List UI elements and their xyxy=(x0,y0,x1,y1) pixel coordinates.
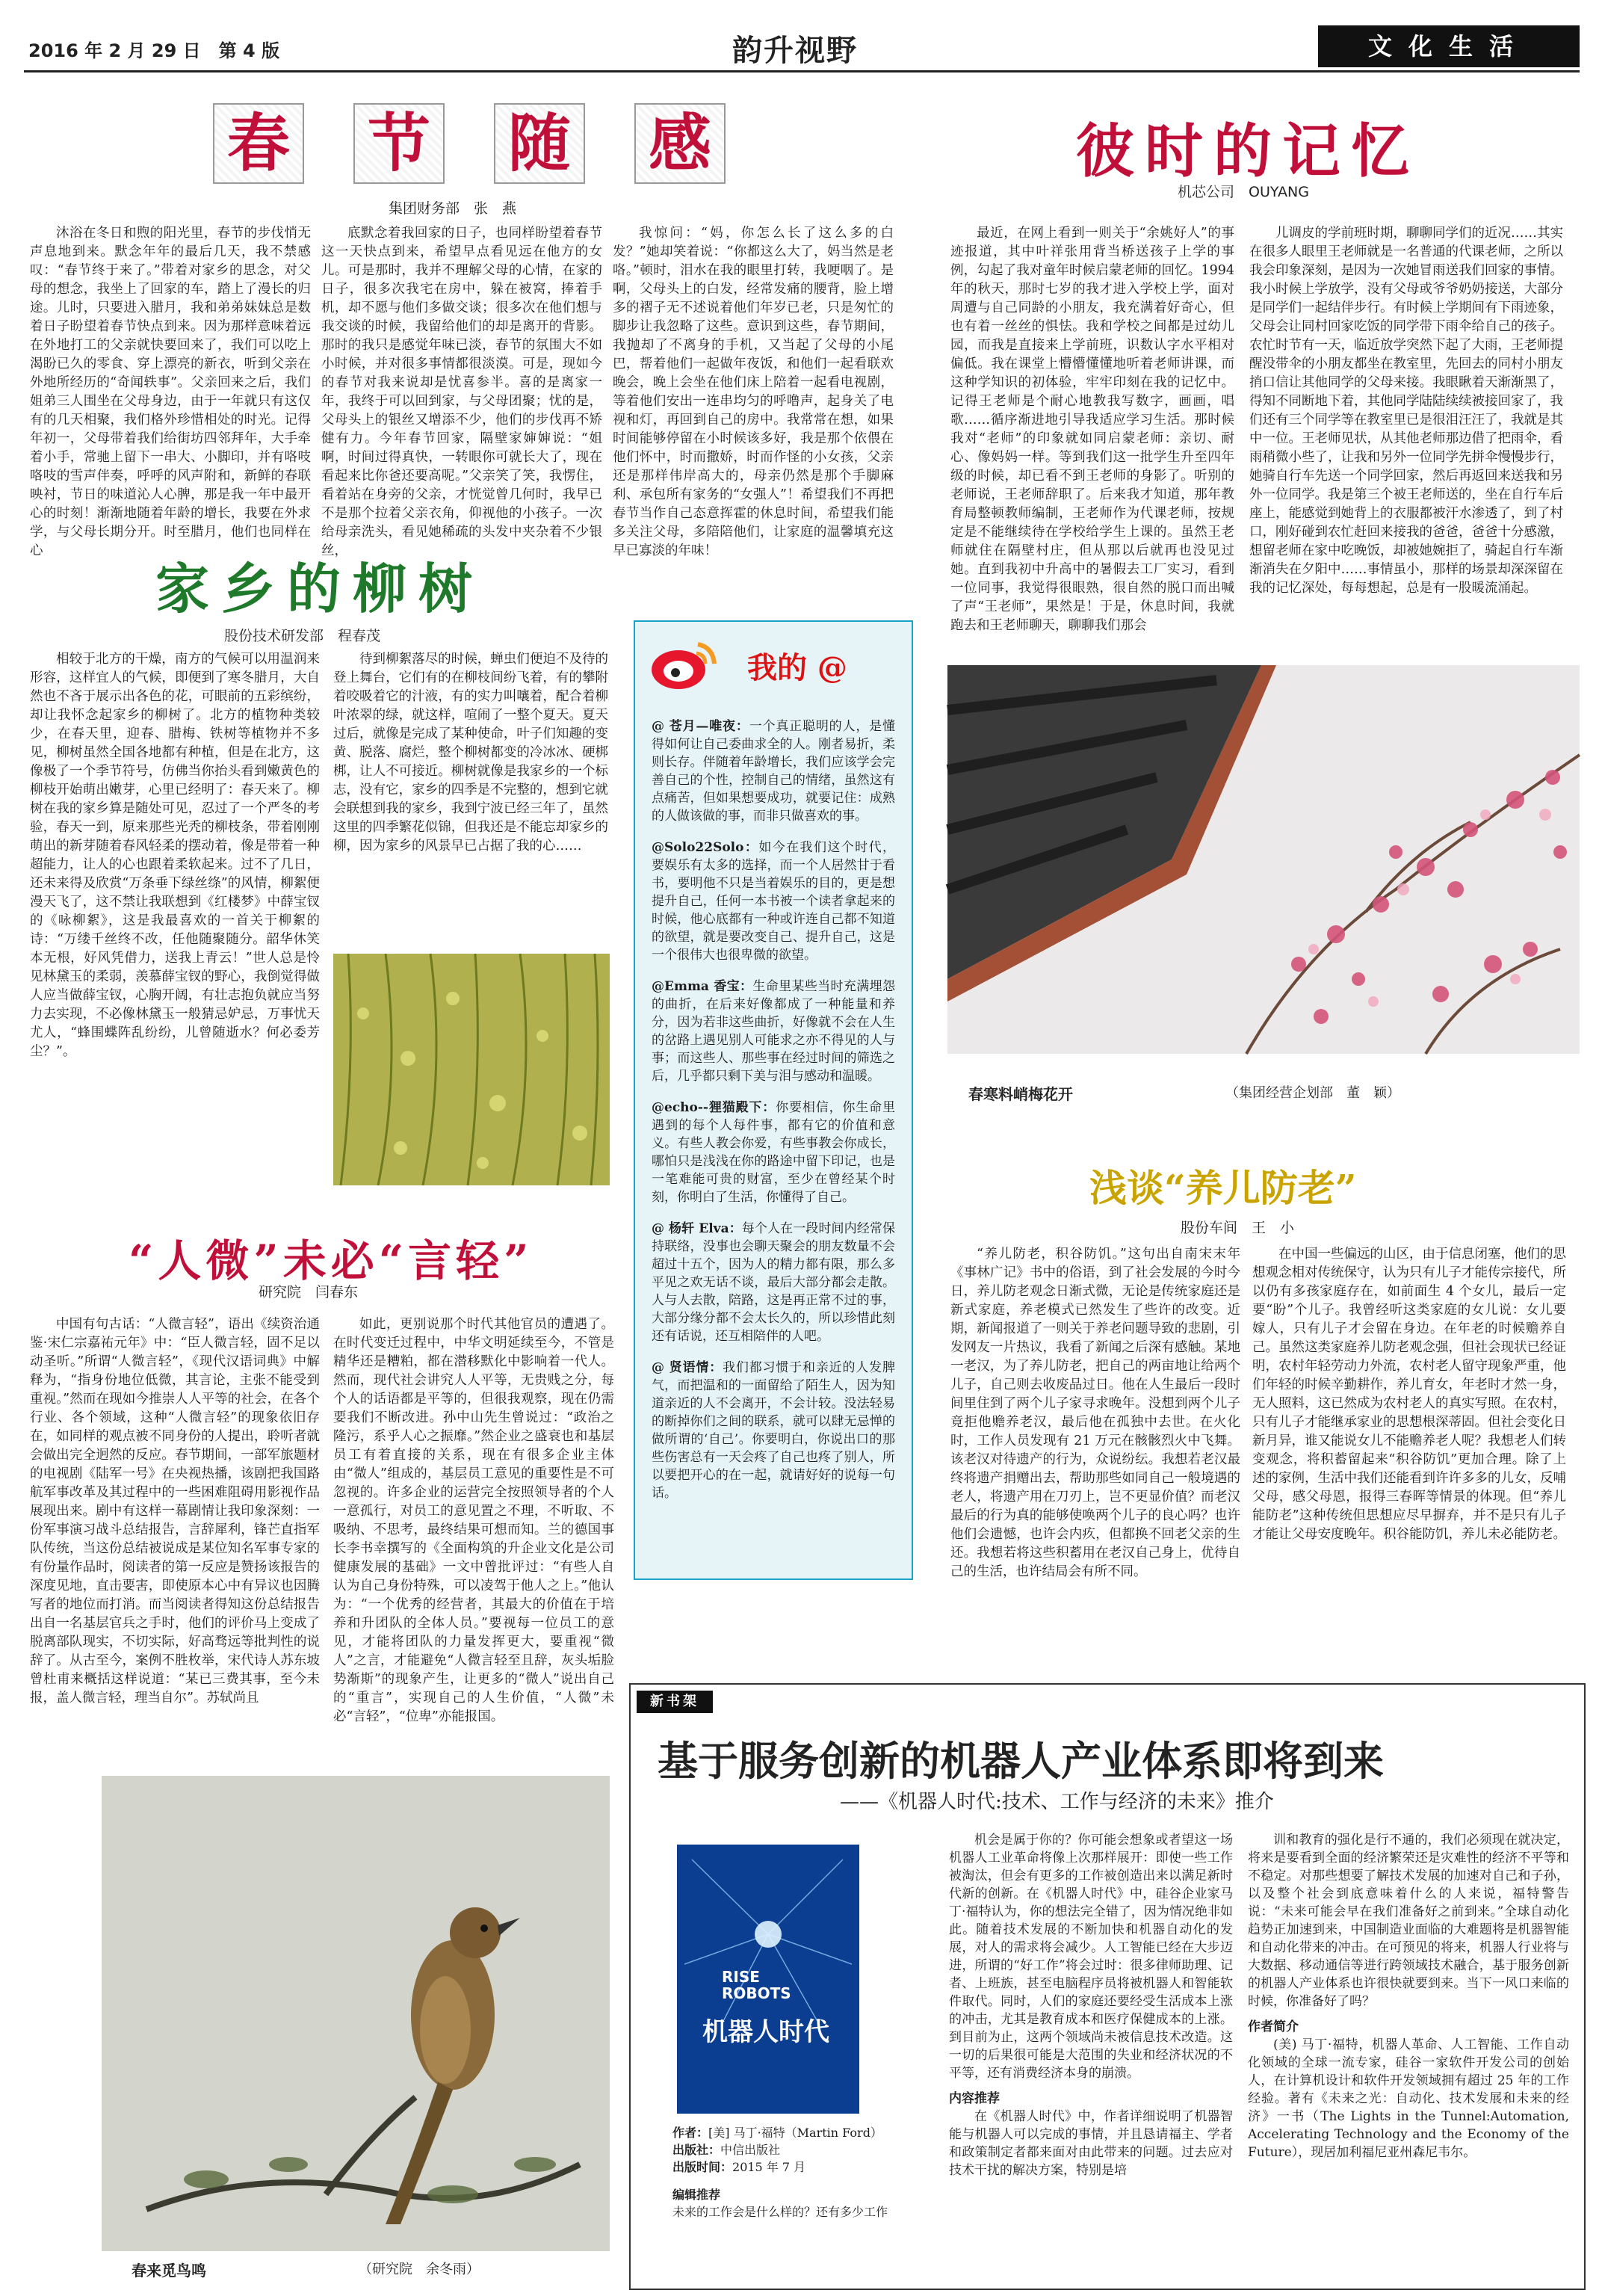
spring-col3: 我惊问：“妈，你怎么长了这么多的白发？”她却笑着说：“你都这么大了，妈当然是老咯。”顿时，泪水在我的眼里打转，我哽咽了。是啊，父母头上的白发，经常发痛的腰背，脸上增多的褶子无不述说着他们年岁已老，只是匆忙的脚步让我忽略了这些。意识到这些，春节期间，我抛却了不离身的手机，又当起了父母的小尾巴，帮着他们一起做年夜饭，和他们一起看联欢晚会，晚上会坐在他们床上陪着一起看电视剧，等着他们安出一连串均匀的呼噜声，起身关了电视和灯，再回到自己的房中。我常常在想，如果时间能够停留在小时候该多好，我是那个依偎在他们怀中，时而撒娇，时而作怪的小女孩，父亲还是那样伟岸高大的，母亲仍然是那个手脚麻利、承包所有家务的“女强人”！希望我们不再把春节当作自己态意挥霍的休息时间，希望我们能多关注父母，多陪陪他们，让家庭的温馨填充这早已寡淡的年味！ xyxy=(613,226,894,558)
spring-col1: 沐浴在冬日和煦的阳光里，春节的步伐悄无声息地到来。默念年年的最后几天，我不禁感叹：“春节终于来了。”带着对家乡的思念，对父母的想念，我坐上了回家的车，踏上了漫长的归途。儿时，只要进入腊月，我和弟弟妹妹总是数着日子盼望着春节快点到来。因为那样意味着远在外地打工的父亲就快要回来了，我们可以吃上渴盼已久的零食、穿上漂亮的新衣，听到父亲在外地所经历的“奇闻轶事”。父亲回来之后，我们姐弟三人围坐在父母身边，由于一年就只有这仅有的几天相聚，我们格外珍惜相处的时光。记得年初一，父母带着我们给街坊四邻拜年，大手牵着小手，常驰上留下一串大、小脚印，并有咯吱咯吱的雪声伴奏，呼呼的风声附和，新鲜的春联映衬，节日的味道沁人心脾，那是我一年中最开心的时刻！渐渐地随着年龄的增长，我要在外求学，与父母长期分开。时至腊月，他们也同样在心 xyxy=(30,226,311,558)
spring-title xyxy=(188,99,750,188)
weibo-post: @ 杨轩 Elva：每个人在一段时间内经常保持联络，没事也会聊天聚会的朋友数量不会超过十五个，因为人的精力都有限，那么多平见之欢无话不谈，最后大部分都会走散。人与人去散，陪路，这是再正常不过的事，大部分缘分都不会太长久的，所以珍惜此刻还有话说，还互相陪伴的人吧。 xyxy=(652,1221,895,1344)
yanger-title: 浅谈“养儿防老” xyxy=(1089,1166,1357,1210)
hometown-col1: 相较于北方的干燥，南方的气候可以用温润来形容，这样宜人的气候，即便到了寒冬腊月，大自然也不吝于展示出各色的花，可眼前的五彩缤纷，却让我怀念起家乡的柳树了。北方的植物种类较少，在春天里，迎春、腊梅、铁树等植物并不多见，柳树虽然全国各地都有种植，但是在北方，这像极了一个季节符号，仿佛当你抬头看到嫩黄色的柳枝开始萌出嫩芽，心里已经明了：春天来了。柳树在我的家乡算是随处可见，忍过了一个严冬的考验，春天一到，原来那些光秃的柳枝条，带着刚刚萌出的新芽随着春风轻柔的摆动着，像是带着一种超能力，让人的心也跟着柔软起来。过不了几日，还未来得及欣赏“万条垂下绿丝绦”的风情，柳絮便漫天飞了，这不禁让我联想到《红楼梦》中薛宝钗的《咏柳絮》，这是我最喜欢的一首关于柳絮的诗：“万缕千丝终不改，任他随聚随分。韶华休笑本无根，好风凭借力，送我上青云！”世人总是怜见林黛玉的柔弱，羡慕薛宝钗的野心，我倒觉得做人应当做薛宝钗，心胸开阔，有壮志抱负就应当努力去实现，不必像林黛玉一般猜忌妒忌，万事忧天尤人，“蜂围蝶阵乱纷纷，儿曾随逝水？何必委芳尘？”。 xyxy=(30,652,320,1059)
title-char: 春 xyxy=(213,103,304,184)
bird-photo xyxy=(102,1776,610,2251)
weibo-post: @ 贤语情：我们都习惯于和亲近的人发脾气，而把温和的一面留给了陌生人，因为知道亲近的人不会离开，不会计较。没法轻易的断掉你们之间的联系，就可以肆无忌惮的做所谓的‘自己’。你要明白，你说出口的那些伤害总有一天会疼了自己也疼了别人，所以要把开心的在一起，就请好好的说每一句话。 xyxy=(652,1360,895,1501)
plum-photo xyxy=(947,665,1580,1054)
hometown-byline: 股份技术研发部 程春茂 xyxy=(224,628,381,644)
hometown-col2: 待到柳絮落尽的时候，蝉虫们便迫不及待的登上舞台，它们有的在柳枝间纷飞着，有的攀附着咬吸着它的汁液，有的实力叫嚷着，配合着柳叶浓翠的绿，就这样，喧闹了一整个夏天。夏天过后，就像是完成了某种使命，叶子们知趣的变黄、脱落、腐烂，整个柳树都变的冷冰冰、硬梆梆，让人不可接近。柳树就像是我家乡的一个标志，没有它，家乡的四季是不完整的，想到它就会联想到我的家乡，我到宁波已经三年了，虽然这里的四季繁花似锦，但我还是不能忘却家乡的柳，因为家乡的风景早已占据了我的心…… xyxy=(333,652,608,854)
book-subtitle: ——《机器人时代:技术、工作与经济的未来》推介 xyxy=(840,1791,1274,1813)
memory-col2: 儿调皮的学前班时期，聊聊同学们的近况……其实在很多人眼里王老师就是一名普通的代课老师，之所以我会印象深刻，是因为一次她冒雨送我们回家的事情。我小时候上学放学，没有父母或爷爷奶奶接送，大部分是同学们一起结伴步行。有时候上学期间有下雨迹象，父母会让同村回家吃饭的同学带下雨伞给自己的孩子。农忙时节有一天，临近放学突然下起了大雨，王老师提醒没带伞的小朋友都坐在教室里，先回去的同村小朋友捎口信让其他同学的父母来接。我眼瞅着天渐渐黑了，得知不同断地下着，其他同学陆陆续续被接回家了，我们还有三个同学等在教室里已是很泪汪汪了，我就是其中一位。王老师见状，从其他老师那边借了把雨伞，看雨稍微小些了，让我和另外一位同学先拼伞慢慢步行，她骑自行车先送一个同学回家，然后再返回来送我和另外一位同学。我是第三个被王老师送的，坐在自行车后座上，能感觉到她背上的衣服都被汗水渗透了，到了村口，刚好碰到农忙赶回来接我的爸爸，爸爸十分感激，想留老师在家中吃晚饭，却被她婉拒了，骑起自行车渐渐消失在夕阳中……事情虽小，那样的场景却深深留在我的记忆深处，每每想起，总是有一股暖流涌起。 xyxy=(1249,226,1563,596)
renwei-col2: 如此，更别说那个时代其他官员的遭遇了。在时代变迁过程中，中华文明延续至今，不管是精华还是糟粕，都在潜移默化中影响着一代人。然而，现代社会讲究人人平等，无贵贱之分，每个人的话语都是平等的，但很我观察，现在仍需要我们不断改进。孙中山先生曾说过：“政治之隆污，系乎人心之振靡。”然企业之盛衰也和基层员工有着直接的关系，现在有很多企业主体由“微人”组成的，基层员工意见的重要性是不可忽视的。许多企业的运营完全按照领导者的个人一意孤行，对员工的意见置之不理，不听取、不吸纳、不思考，最终结果可想而知。兰的德国事长李书幸撰写的《全面构筑的升企业文化是公司健康发展的基础》一文中曾批评过：“有些人自认为自己身份特殊，可以凌驾于他人之上。”他认为：“一个优秀的经营者，其最大的价值在于培养和升团队的全体人员。”要视每一位员工的意见，才能将团队的力量发挥更大，要重视“微人”之言，才能避免“人微言轻至且辞，灰头垢脸势渐斯”的现象产生，让更多的“微人”说出自己的“重言”，实现自己的人生价值，“人微”未必“言轻”，“位卑”亦能报国。 xyxy=(333,1317,614,1724)
memory-col1: 最近，在网上看到一则关于“余姚好人”的事迹报道，其中叶祥张用背当桥送孩子上学的事例，勾起了我对童年时候启蒙老师的回忆。1994 年的秋天，那时七岁的我才进入学校上学，面对周遭与自己同龄的小朋友，我充满着好奇心，但也有着一丝丝的惧怯。我和学校之间都是过幼儿园，而我是直接来上学前班，识数认字水平相对偏低。我在课堂上懵懵懂懂地听着老师讲课，而这种学知识的初体验，牢牢印刻在我的记忆中。记得王老师是个耐心地教我写数字，画画，唱歌……循序渐进地引导我适应学习生活。那时候我对“老师”的印象就如同启蒙老师：亲切、耐心、像妈妈一样。等到我们这一批学生升至四年级的时候，却已看不到王老师的身影了。听别的老师说，王老师辞职了。后来我才知道，那年教育局整顿教师编制，王老师作为代课老师，按规定是不能继续待在学校给学生上课的。虽然王老师就住在隔壁村庄，但从那以后就再也没见过她。直到我初中升高中的暑假去工厂实习，看到一位同事，我觉得很眼熟，很自然的脱口而出喊了声“王老师”，果然是！于是，休息时间，我就跑去和王老师聊天，聊聊我们那会 xyxy=(950,226,1234,633)
issue-date: 2016 年 2 月 29 日 第 4 版 xyxy=(28,40,280,61)
new-books-tag: 新书架 xyxy=(637,1691,713,1713)
weibo-title: 我的 @ xyxy=(747,650,847,685)
weibo-post: @Solo22Solo：如今在我们这个时代，要娱乐有太多的选择，而一个人居然甘于看书，要明他不只是当着娱乐的目的，更是想提升自己，任何一本书被一个读者拿起来的时候，他心底都有一种或许连自己都不知道的欲望，就是要改变自己、提升自己，这是一个很伟大也很卑微的欲望。 xyxy=(652,840,896,963)
weibo-posts xyxy=(652,718,895,1570)
plum-credit: （集团经营企划部 董 颖） xyxy=(1225,1085,1400,1101)
yanger-col2: 在中国一些偏远的山区，由于信息闭塞，他们的思想观念相对传统保守，认为只有儿子才能传宗接代，所以仍有多孩家庭存在，如前面生 4 个女儿，最后一定要“盼”个儿子。我曾经听这类家庭的女儿说：女儿要嫁人，只有儿子才会留在身边。在年老的时候赡养自己。虽然这类家庭养儿防老观念强，但社会现状已经证明，农村年轻劳动力外流，农村老人留守现象严重，他们年轻的时候辛勤耕作，养儿育女，年老时才然一身，无人照料，这已然成为农村老人的真实写照。在农村，只有儿子才能继承家业的思想根深蒂固。但社会变化日新月异，谁又能说女儿不能赡养老人呢？我想老人们转变观念，将积蓄留起来“积谷防饥”更加合理。除了上述的家例，生活中我们还能看到许许多多的儿女，反哺父母，感父母恩，报得三春晖等情景的体现。但“养儿能防老”这种传统但思想应尽早摒弃，并不是只有儿子才能让父母安度晚年。积谷能防饥，养儿未必能防老。 xyxy=(1252,1247,1566,1542)
book-col1: 机会是属于你的？你可能会想象或者望这一场机器人工业革命将像上次那样展开：即使一些工作被淘汰，但会有更多的工作被创造出来以满足新时代新的创新。在《机器人时代》中，硅谷企业家马丁·福特认为，你的想法完全错了，因为情况绝非如此。随着技术发展的不断加快和机器自动化的发展，对人的需求将会减少。人工智能已经在大步迈进，所谓的“好工作”将会过时：很多律师助理、记者、上班族，甚至电脑程序员将被机器人和智能软件取代。同时，人们的家庭还要经受生活成本上涨的冲击，尤其是教育成本和医疗保健成本的上涨。到目前为止，这两个领域尚未被信息技术改造。这一切的后果很可能是大范围的失业和经济状况的不平等，还有消费经济本身的崩溃。 内容推荐 在《机器人时代》中，作者详细说明了机器智能与机器人可以完成的事情，并且恳请福主、学者和政策制定者都来面对由此带来的问题。过去应对技术干扰的解决方案，特别是培 xyxy=(949,1833,1233,2178)
section-label: 文化生活 xyxy=(1318,25,1580,67)
memory-title: 彼时的记忆 xyxy=(1076,117,1420,185)
yanger-col1: “养儿防老，积谷防饥。”这句出自南宋末年《事林广记》书中的俗语，到了社会发展的今时今日，养儿防老观念日渐式微，无论是传统家庭还是新式家庭，养老模式已然发生了些许的改变。近期，新闻报道了一则关于养老问题导致的悲剧，引发网友一片热议，我看了新闻之后深有感触。某地一老汉，为了养儿防老，把自己的两亩地让给两个儿子，自己则去收废品过日。他在人生最后一段时间里住到了两个儿子家寻求晚年。没想到两个儿子竟拒他赡养老汉，最后他在孤独中去世。在火化时，工作人员发现有 21 万元在骸骸烈火中飞舞。该老汉对待遗产的行为，众说纷纭。我想若老汉最终将遗产捐赠出去，帮助那些如同自己一般境遇的老人，将遗产用在刀刃上，岂不更显价值？而老汉最后的行为真的能够使唤两个儿子的良心吗？也许他们会遗憾，也许会内疚，但都换不回老父亲的生还。我想若将这些积蓄用在老汉自己身上，优待自己的生活，也许结局会有所不同。 xyxy=(950,1247,1240,1579)
bird-credit: （研究院 余冬雨） xyxy=(359,2262,480,2277)
renwei-title: “人微”未必“言轻” xyxy=(129,1235,534,1286)
bird-caption: 春来觅鸟鸣 xyxy=(132,2262,206,2280)
title-char: 感 xyxy=(634,103,726,184)
spring-col2: 底默念着我回家的日子，也同样盼望着春节这一天快点到来，希望早点看见远在他方的女儿。可是那时，我并不理解父母的心情，在家的日子，很多次我宅在房中，躲在被窝，捧着手机，却不愿与他们多做交谈；很多次在他们想与我交谈的时候，我留给他们的却是离开的背影。那时的我只是感觉年味已淡，春节的氛围大不如小时候，并对很多事情都很淡漠。可是，现如今的春节对我来说却是忧喜参半。喜的是离家一年，我终于可以回到家，与父母团聚；忧的是，父母头上的银丝又增添不少，他们的步伐再不矫健有力。今年春节回家，隔壁家婶婶说：“姐啊，时间过得真快，一转眼你可就长大了，现在看起来比你爸还要高呢。”父亲笑了笑，我愣住，看着站在身旁的父亲，才恍觉曾几何时，我早已不是那个拉着父亲衣角，仰视他的小孩子。一次给母亲洗头，看见她稀疏的头发中夹杂着不少银丝， xyxy=(321,226,602,558)
weibo-post: @Emma 香宝：生命里某些当时充满埋怨的曲折，在后来好像都成了一种能量和养分，因为若非这些曲折，好像就不会在人生的岔路上遇见别人可能求之亦不得见的人与事；而这些人、那些事在经过时间的筛选之后，几乎都只剩下美与泪与感动和温暖。 xyxy=(652,979,896,1084)
renwei-col1: 中国有句古话：“人微言轻”，语出《续资治通鉴·宋仁宗嘉祐元年》中：“臣人微言轻，固不足以动圣听。”所谓“人微言轻”，《现代汉语词典》中解释为，“指身份地位低微，其言论，主张不能受到重视。”然而在现如今推崇人人平等的社会，在各个行业、各个领域，这种“人微言轻”的现象依旧存在，如同样的观点被不同身份的人提出，聆听者就会做出完全迥然的反应。春节期间，一部军旅题材的电视剧《陆军一号》在央视热播，该剧把我国路航军事改革及其过程中的一些困难阻碍用影视作品展现出来。剧中有这样一幕剧情让我印象深刻：一份军事演习战斗总结报告，言辞犀利，锋芒直指军队传统，当这份总结被说成是某位知名军事专家的有份量作品时，阅读者的第一反应是赞扬该报告的深度见地，直击要害，即使原本心中有异议也因腾写者的地位而打消。而当阅读者得知这份总结报告出自一名基层官兵之手时，他们的评价马上变成了脱离部队现实，不切实际，好高骛远等批判性的说辞了。从古至今，案例不胜枚举，宋代诗人苏东坡曾杜甫来概括这样说道：“某已三费其事，至今未报，盖人微言轻，理当自尔”。苏轼尚且 xyxy=(30,1317,320,1706)
weibo-post: @echo--狸猫殿下：你要相信，你生命里遇到的每个人每件事，都有它的价值和意义。有些人教会你爱，有些事教会你成长，哪怕只是浅浅在你的路途中留下印记，也是一笔难能可贵的财富，至少在曾经某个时刻，你明白了生活，你懂得了自己。 xyxy=(652,1100,896,1205)
hometown-title: 家乡的柳树 xyxy=(155,557,485,620)
cover-en-robots: ROBOTS xyxy=(722,1984,791,2002)
spring-byline: 集团财务部 张 燕 xyxy=(389,200,517,217)
cover-en-rise: RISE xyxy=(722,1968,760,1986)
book-meta: 作者：[美] 马丁·福特（Martin Ford） 出版社：中信出版社 出版时间：2015 年 7 月 编辑推荐 未来的工作会是什么样的？还有多少工作 xyxy=(672,2126,888,2219)
paper-title: 韵升视野 xyxy=(732,33,858,68)
weibo-logo-icon xyxy=(649,634,720,694)
book-col2: 训和教育的强化是行不通的，我们必须现在就决定，将来是要看到全面的经济繁荣还是灾难性的经济不平等和不稳定。对那些想要了解技术发展的加速对自己和子孙，以及整个社会到底意味着什么的人来说，福特警告说：“未来可能会早在我们准备好之前到来。”全球自动化趋势正加速到来，中国制造业面临的大难题将是机器智能和自动化带来的冲击。在可预见的将来，机器人行业将与大数据、移动通信等进行跨领域技术融合，基于服务创新的机器人产业体系也许很快就要到来。当下一风口来临的时候，你准备好了吗？ 作者简介 (美) 马丁·福特，机器人革命、人工智能、工作自动化领域的全球一流专家，硅谷一家软件开发公司的创始人，在计算机设计和软件开发领域拥有超过 25 年的工作经验。著有《未来之光：自动化、技术发展和未来的经济》一书（The Lights in the Tunnel:Automation, Accelerating Technology and the Economy of the Future），现居加利福尼亚州森尼韦尔。 xyxy=(1248,1833,1569,2160)
plum-caption: 春寒料峭梅花开 xyxy=(968,1085,1073,1103)
weibo-post: @ 苍月—唯夜：一个真正聪明的人，是懂得如何让自己委曲求全的人。刚者易折，柔则长存。伴随着年龄增长，我们应该学会完善自己的个性，控制自己的情绪，虽然这有点痛苦，但如果想要成功，就要记住：成熟的人做该做的事，而非只做喜欢的事。 xyxy=(652,719,895,824)
cover-cn-title: 机器人时代 xyxy=(702,2017,829,2047)
title-char: 随 xyxy=(494,103,585,184)
book-headline: 基于服务创新的机器人产业体系即将到来 xyxy=(658,1738,1384,1785)
weibo-box xyxy=(634,620,913,1580)
yanger-byline: 股份车间 王 小 xyxy=(1181,1220,1295,1236)
title-char: 节 xyxy=(353,103,445,184)
renwei-byline: 研究院 闫春东 xyxy=(259,1284,359,1300)
header-rule xyxy=(24,70,1580,72)
willow-photo xyxy=(333,954,610,1185)
book-cover xyxy=(677,1845,859,2114)
memory-byline: 机芯公司 OUYANG xyxy=(1178,184,1309,200)
